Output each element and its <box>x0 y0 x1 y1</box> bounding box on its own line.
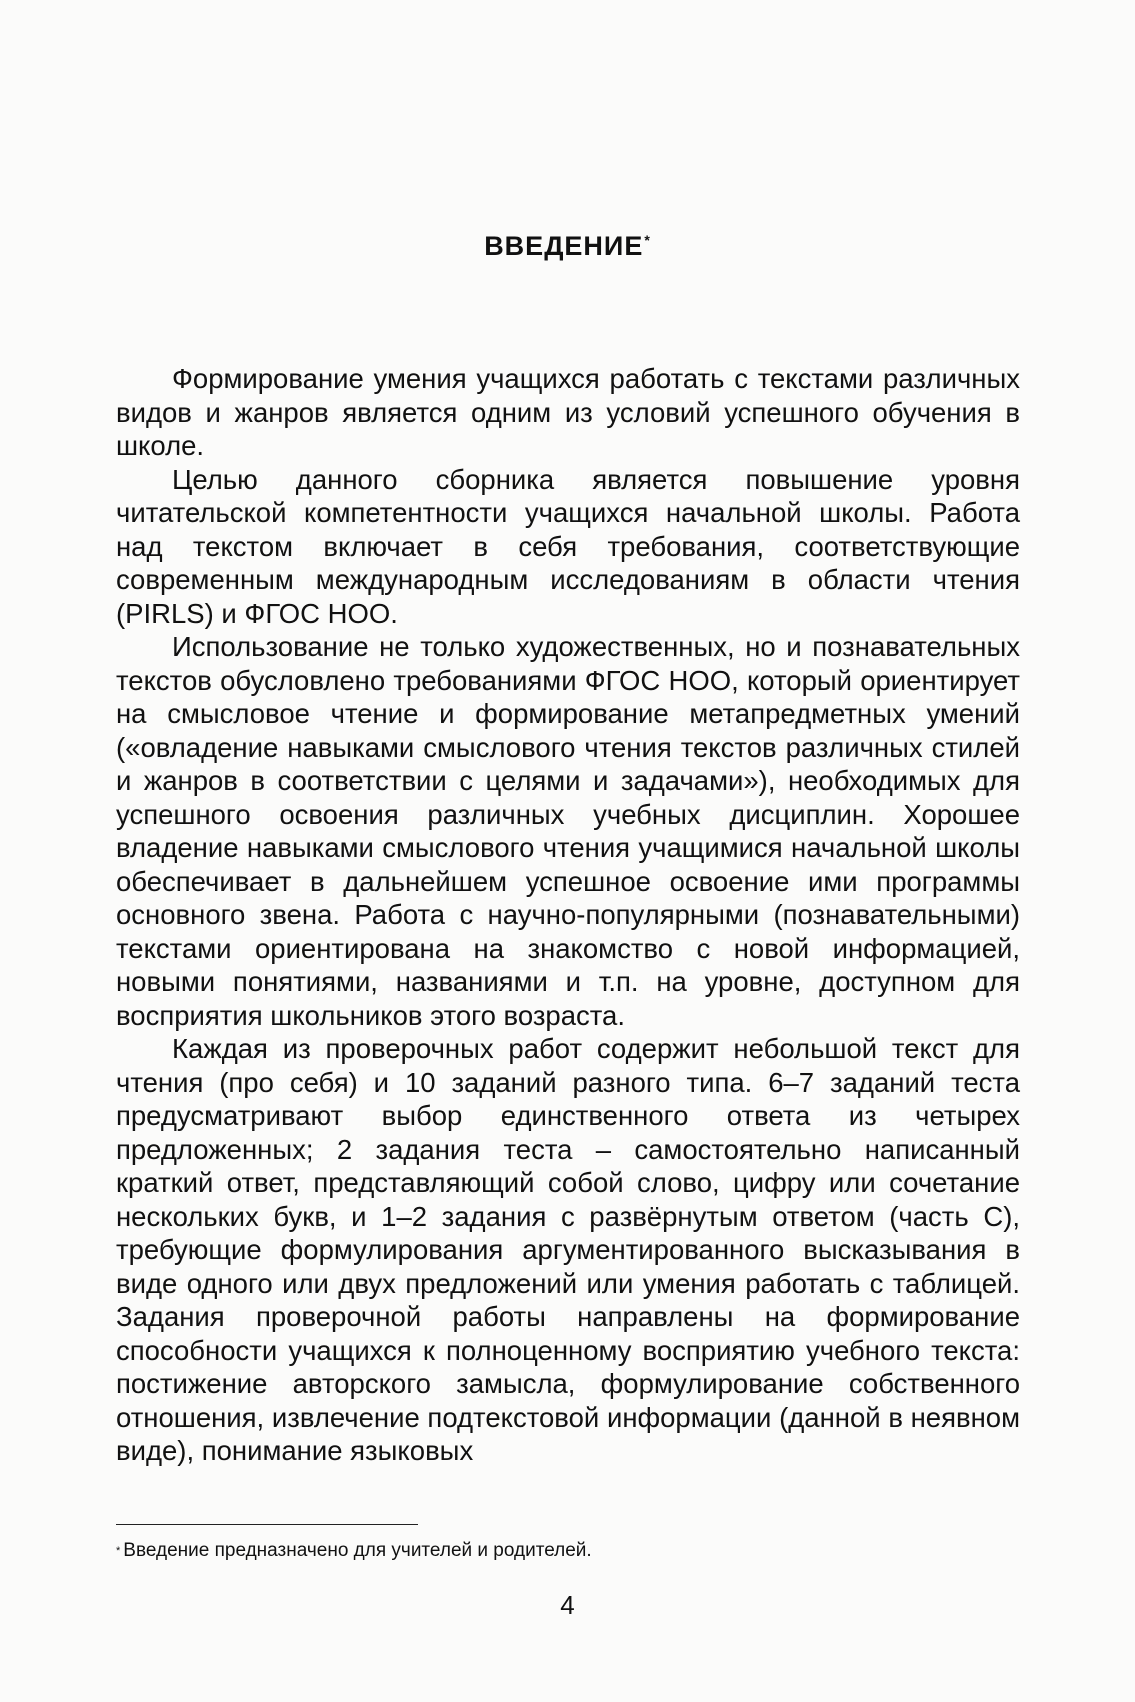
intro-body <box>116 362 1020 1468</box>
paragraph-texts-usage: Использование не только художественных, но и познавательных текстов обусловлено требованиями ФГОС НОО, который ориентирует на смысловое чтение и формирование метапредметных умений («овладение навыками смыслового чтения текстов различных стилей и жанров в соответствии с целями и задачами»), необходимых для успешного освоения различных учебных дисциплин. Хорошее владение навыками смыслового чтения учащимися начальной школы обеспечивает в дальнейшем успешное освоение ими программы основного звена. Работа с научно-популярными (познавательными) текстами ориентирована на знакомство с новой информацией, новыми понятиями, названиями и т.п. на уровне, доступном для восприятия школьников этого возраста. <box>116 631 1020 1031</box>
page-title <box>0 228 1135 264</box>
paragraph-goal: Целью данного сборника является повышение уровня читательской компетентности учащихся начальной школы. Работа над текстом включает в себя требования, соответствующие современным международным исследованиям в области чтения (PIRLS) и ФГОС НОО. <box>116 463 1020 629</box>
paragraph-purpose: Формирование умения учащихся работать с текстами различных видов и жанров является одним из условий успешного обучения в школе. <box>116 363 1020 461</box>
page-number: 4 <box>560 1590 575 1620</box>
footnote <box>116 1538 592 1564</box>
title-footnote-marker: * <box>644 232 651 248</box>
page-title-text: ВВЕДЕНИЕ <box>484 231 644 261</box>
paragraph-test-structure: Каждая из проверочных работ содержит небольшой текст для чтения (про себя) и 10 заданий разного типа. 6–7 заданий теста предусматривают выбор единственного ответа из четырех предложенных; 2 задания теста – самостоятельно написанный краткий ответ, представляющий собой слово, цифру или сочетание нескольких букв, и 1–2 задания с развёрнутым ответом (часть С), требующие формулирования аргументированного высказывания в виде одного или двух предложений или умения работать с таблицей. Задания проверочной работы направлены на формирование способности учащихся к полноценному восприятию учебного текста: постижение авторского замысла, формулирование собственного отношения, извлечение подтекстовой информации (данной в неявном виде), понимание языковых <box>116 1033 1020 1466</box>
footnote-text: Введение предназначено для учителей и родителей. <box>123 1540 592 1561</box>
footnote-divider <box>116 1524 418 1525</box>
footnote-marker: * <box>116 1545 121 1557</box>
